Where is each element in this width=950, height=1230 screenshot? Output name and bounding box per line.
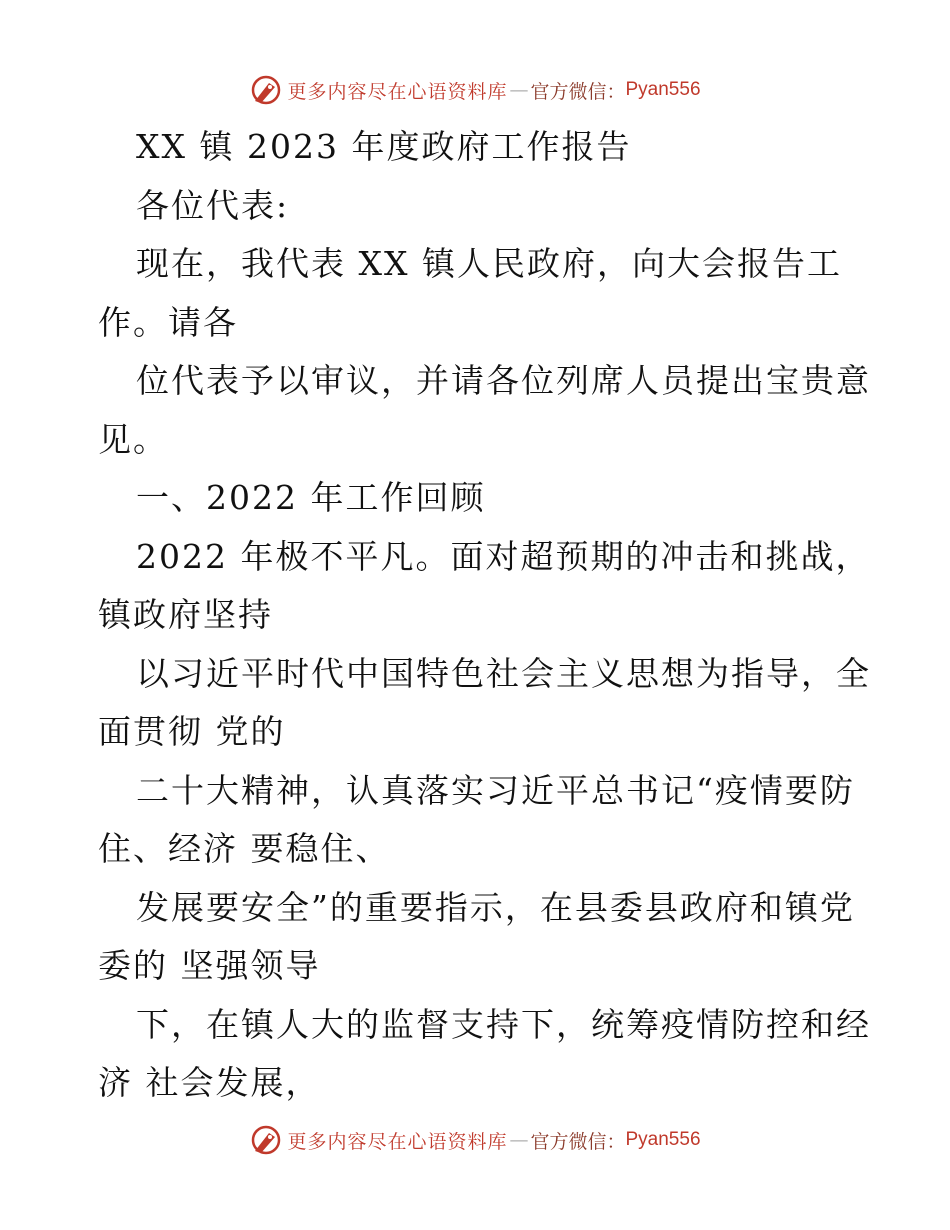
paragraph-line: 见。 bbox=[98, 419, 168, 459]
watermark-text: 更多内容尽在心语资料库 bbox=[287, 80, 508, 103]
paragraph-line: 济 社会发展， bbox=[98, 1063, 321, 1102]
salutation: 各位代表: bbox=[136, 185, 290, 225]
footer-watermark bbox=[0, 1120, 950, 1160]
paragraph-line: 住、经济 要稳住、 bbox=[98, 829, 391, 868]
paragraph-line: 作。请各 bbox=[98, 302, 238, 342]
paragraph-line: 镇政府坚持 bbox=[98, 595, 273, 634]
watermark-sub: 官方微信： bbox=[530, 80, 626, 103]
paragraph-line: 发展要安全”的重要指示，在县委县政府和镇党 bbox=[136, 887, 855, 927]
document-body bbox=[98, 118, 871, 1113]
pen-nib-logo-icon bbox=[249, 73, 283, 107]
watermark-separator: — bbox=[509, 1129, 529, 1151]
paragraph-line: 面贯彻 党的 bbox=[98, 712, 286, 751]
paragraph-line: 2022 年极不平凡。面对超预期的冲击和挑战， bbox=[136, 536, 871, 576]
document-title: XX 镇 2023 年度政府工作报告 bbox=[136, 127, 632, 166]
pen-nib-logo-icon bbox=[249, 1123, 283, 1157]
header-watermark bbox=[0, 70, 950, 110]
watermark-text: 更多内容尽在心语资料库 bbox=[287, 1130, 508, 1153]
watermark-sub: 官方微信： bbox=[530, 1130, 626, 1153]
paragraph-line: 位代表予以审议，并请各位列席人员提出宝贵意 bbox=[136, 361, 871, 400]
paragraph-line: 委的 坚强领导 bbox=[98, 946, 321, 985]
paragraph-line: 二十大精神，认真落实习近平总书记“疫情要防 bbox=[136, 770, 855, 810]
watermark-id: Pyan556 bbox=[625, 79, 701, 100]
paragraph-line: 以习近平时代中国特色社会主义思想为指导，全 bbox=[136, 653, 871, 693]
section-heading: 一、2022 年工作回顾 bbox=[136, 478, 486, 517]
paragraph-line: 现在，我代表 XX 镇人民政府，向大会报告工 bbox=[136, 244, 842, 283]
paragraph-line: 下，在镇人大的监督支持下，统筹疫情防控和经 bbox=[136, 1004, 871, 1044]
watermark-separator: — bbox=[509, 79, 529, 101]
watermark-id: Pyan556 bbox=[625, 1129, 701, 1150]
